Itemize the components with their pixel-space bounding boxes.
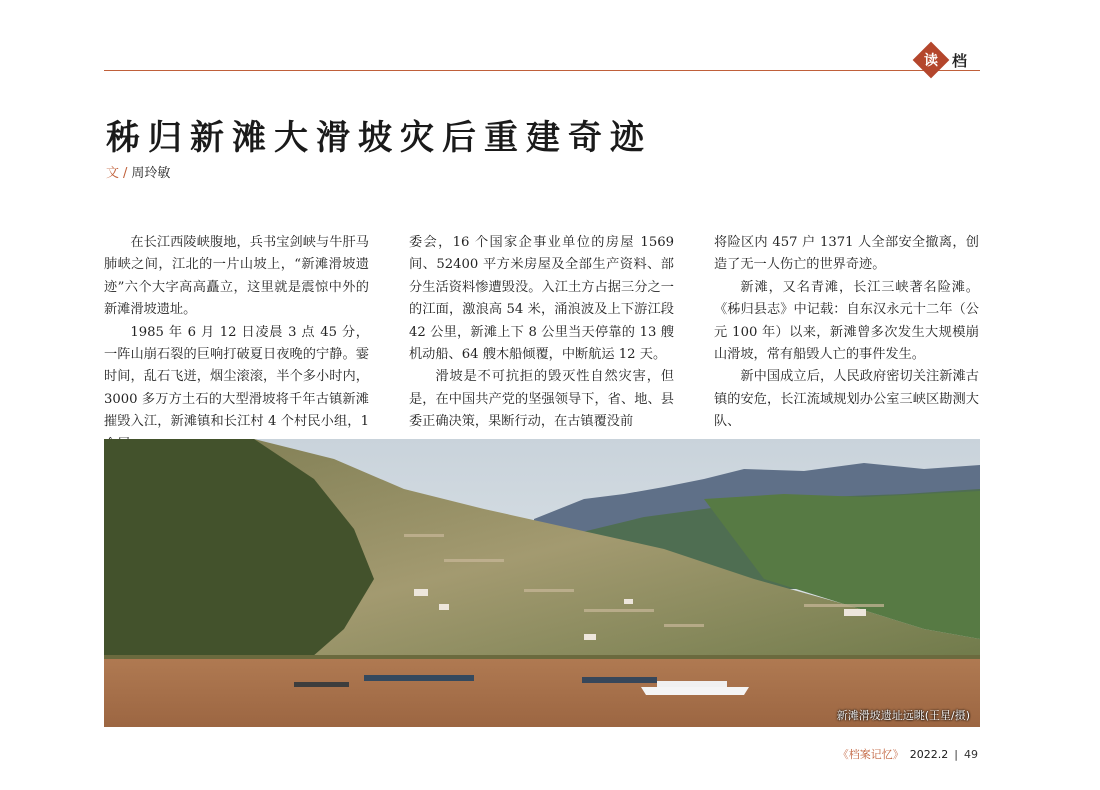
byline-separator: / [123,166,128,181]
text-column-2 [409,232,674,434]
landscape-illustration [104,439,980,727]
byline-prefix: 文 [106,166,120,181]
section-diamond-badge [913,42,950,79]
article-title: 秭归新滩大滑坡灾后重建奇迹 [106,118,652,158]
landslide-site-photo [104,439,980,727]
photo-caption: 新滩滑坡遗址远眺(王星/摄) [836,709,970,722]
paragraph: 在长江西陵峡腹地，兵书宝剑峡与牛肝马肺峡之间，江北的一片山坡上，“新滩滑坡遗迹”六个大字高高矗立，这里就是震惊中外的新滩滑坡遗址。 [104,235,369,318]
paragraph: 将险区内 457 户 1371 人全部安全撤离，创造了无一人伤亡的世界奇迹。 [714,235,979,273]
text-column-1 [104,232,369,456]
paragraph: 1985 年 6 月 12 日凌晨 3 点 45 分，一阵山崩石裂的巨响打破夏日夜晚的宁静。霎时间，乱石飞迸，烟尘滚滚，半个多小时内，3000 多万方土石的大型滑坡将千年古镇新滩摧毁入江，新滩镇和长江村 4 个村民小组，1 [104,324,369,430]
issue-number: 2022.2 [909,747,949,761]
text-column-3 [714,232,979,434]
footer-separator: | [954,747,958,761]
paragraph: 新滩，又名青滩，长江三峡著名险滩。《秭归县志》中记载：自东汉永元十二年（公元 100 年）以来，新滩曾多次发生大规模崩山滑坡，常有船毁人亡的事件发生。 [714,279,979,363]
section-tag [918,49,967,71]
section-char-1: 读 [924,53,938,69]
page-footer [838,746,978,762]
page-number: 49 [964,747,978,761]
magazine-name: 《档案记忆》 [837,748,904,761]
author-name: 周玲敏 [131,166,171,181]
byline [106,162,170,181]
paragraph: 滑坡是不可抗拒的毁灭性自然灾害，但是，在中国共产党的坚强领导下，省、地、县委正确决策，果断行动，在古镇覆没前 [409,369,674,430]
section-char-2: 档 [952,51,968,70]
paragraph: 委会，16 个国家企事业单位的房屋 1569 间、52400 平方米房屋及全部生产资料、部分生活资料惨遭毁没。入江土方占据三分之一的江面，激浪高 54 米，涌浪波及上下游江段 42 公里，新滩上下 8 公里当天停靠的 13 艘机动船、64 艘木船倾覆，中断航运 12 天。 [409,235,674,363]
paragraph: 新中国成立后，人民政府密切关注新滩古镇的安危，长江流域规划办公室三峡区勘测大队、 [714,369,979,430]
header-rule [104,70,980,71]
